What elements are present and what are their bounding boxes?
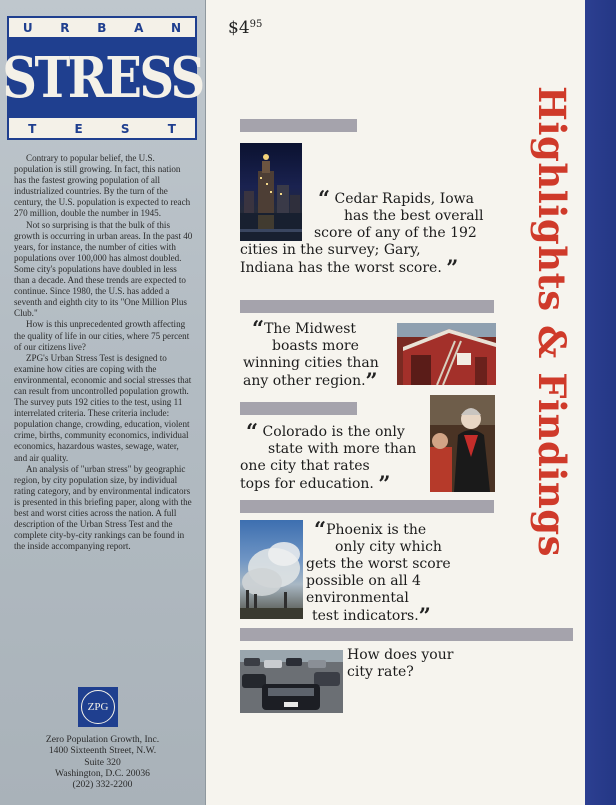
phoenix-smog-image (240, 520, 303, 619)
zpg-logo (78, 687, 118, 727)
quote-line: possible on all 4 (306, 573, 421, 589)
quote-line: winning cities than (243, 355, 379, 371)
quote-text: test indicators. (312, 608, 419, 624)
paragraph: How is this unprecedented growth affecting the quality of life in our cities, where 75 percent of our citizens live? (14, 319, 190, 352)
quote-text: The Midwest (264, 321, 357, 337)
logo-letter: A (134, 20, 144, 35)
quote-line: environmental (306, 590, 409, 606)
zpg-logo-circle: ZPG (81, 690, 115, 724)
traffic-image (240, 650, 343, 713)
logo-top-letters (9, 19, 195, 36)
paragraph: An analysis of "urban stress" by geographic region, by city population size, by individual rating category, and by environmental indicators is presented in this briefing paper, along with the best and worst cities across the nation. A full description of the Urban Stress Test and the complete city-by-city rankings can be found in the inside accompanying report. (14, 463, 192, 552)
quote-line: score of any of the 192 (314, 225, 477, 241)
price-dollars: $4 (228, 18, 250, 38)
logo-letter: U (22, 20, 33, 35)
quote-line: state with more than (268, 441, 417, 457)
paragraph: Contrary to popular belief, the U.S. population is still growing. In fact, this nation has the fastest growing population of all industrialized countries. By the turn of the century, the U.S. population is expected to reach 270 million, double the number in 1945. (14, 153, 191, 219)
quote-phoenix (306, 517, 496, 628)
close-quote-mark: ” (378, 471, 391, 496)
logo-letter: N (171, 20, 182, 35)
urban-stress-test-logo (1, 16, 203, 140)
logo-letter: T (28, 121, 37, 136)
traffic-photo (240, 650, 343, 713)
quote-line (243, 316, 403, 341)
quote-line (240, 471, 435, 496)
quote-line: one city that rates (240, 458, 370, 474)
quote-line (243, 368, 403, 393)
divider-bar (240, 300, 494, 313)
quote-line (306, 603, 496, 628)
highlights-findings-title (528, 22, 576, 622)
logo-letter: B (97, 20, 107, 35)
open-quote-mark: “ (318, 186, 331, 211)
quote-colorado (240, 419, 435, 496)
quote-text: tops for education. (240, 476, 374, 492)
paragraph: ZPG's Urban Stress Test is designed to examine how cities are coping with the environmental, economic and social stresses that can result from uncontrolled population growth. The survey puts 192 cities to the test, using 11 interrelated criteria. These criteria include: population change, crowding, education, violent crime, births, community economics, individual economics, hazardous wastes, sewage, water, and air quality. (14, 352, 192, 463)
quote-cedar-rapids (240, 186, 500, 280)
open-quote-mark: “ (246, 419, 259, 444)
close-quote-mark: ” (365, 368, 378, 393)
quote-line: has the best overall (344, 208, 484, 224)
address-line: Suite 320 (84, 756, 121, 768)
quote-text: Phoenix is the (326, 522, 427, 538)
quote-line: only city which (335, 539, 442, 555)
divider-bar (240, 628, 573, 641)
logo-band (1, 37, 203, 118)
address-line: 1400 Sixteenth Street, N.W. (48, 745, 157, 757)
price (228, 18, 262, 38)
quote-line (240, 186, 500, 211)
logo-word: STRESS (1, 44, 203, 111)
quote-text: Cedar Rapids, Iowa (334, 191, 474, 207)
divider-bar (240, 119, 357, 132)
quote-line (240, 419, 435, 444)
address-line: Zero Population Growth, Inc. (45, 734, 160, 745)
logo-letter: E (74, 121, 83, 136)
logo-letter: T (167, 121, 176, 136)
quote-line: city rate? (347, 664, 414, 680)
close-quote-mark: ” (446, 255, 459, 280)
title-text: Highlights & Findings (530, 86, 574, 558)
quote-line (240, 255, 500, 280)
org-address (0, 734, 205, 790)
red-barn-image (397, 323, 496, 385)
quote-line: cities in the survey; Gary, (240, 242, 421, 258)
open-quote-mark: “ (314, 517, 327, 542)
phoenix-smog-photo (240, 520, 303, 619)
intro-text (14, 153, 194, 552)
quote-line: boasts more (272, 338, 359, 354)
divider-bar (240, 402, 357, 415)
blue-edge-stripe (585, 0, 616, 805)
quote-line: gets the worst score (306, 556, 451, 572)
classroom-photo (430, 395, 495, 492)
left-panel (0, 0, 206, 805)
close-quote-mark: ” (418, 603, 431, 628)
classroom-image (430, 395, 495, 492)
quote-line: How does your (347, 647, 454, 663)
quote-midwest (243, 316, 403, 393)
logo-letter: R (60, 20, 70, 35)
logo-bottom-letters (9, 120, 195, 137)
quote-line (306, 517, 496, 542)
quote-text: any other region. (243, 373, 366, 389)
address-line: (202) 332-2200 (72, 779, 133, 791)
quote-text: Indiana has the worst score. (240, 260, 442, 276)
logo-letter: S (120, 121, 130, 136)
price-cents: 95 (249, 19, 263, 30)
quote-text: Colorado is the only (262, 424, 405, 440)
quote-how-does-your-city-rate (347, 647, 497, 681)
red-barn-photo (397, 323, 496, 385)
address-line: Washington, D.C. 20036 (55, 767, 150, 779)
paragraph: Not so surprising is that the bulk of this growth is occurring in urban areas. In the past 40 years, for instance, the number of cities with populations over 100,000 has almost doubled. Some city's populations have doubled in less than a decade. And these trends are expected to continue. Since 1980, the U.S. has added a seventh and eighth city to its "One Million Plus Club." (14, 219, 193, 319)
open-quote-mark: “ (252, 316, 265, 341)
divider-bar (240, 500, 494, 513)
